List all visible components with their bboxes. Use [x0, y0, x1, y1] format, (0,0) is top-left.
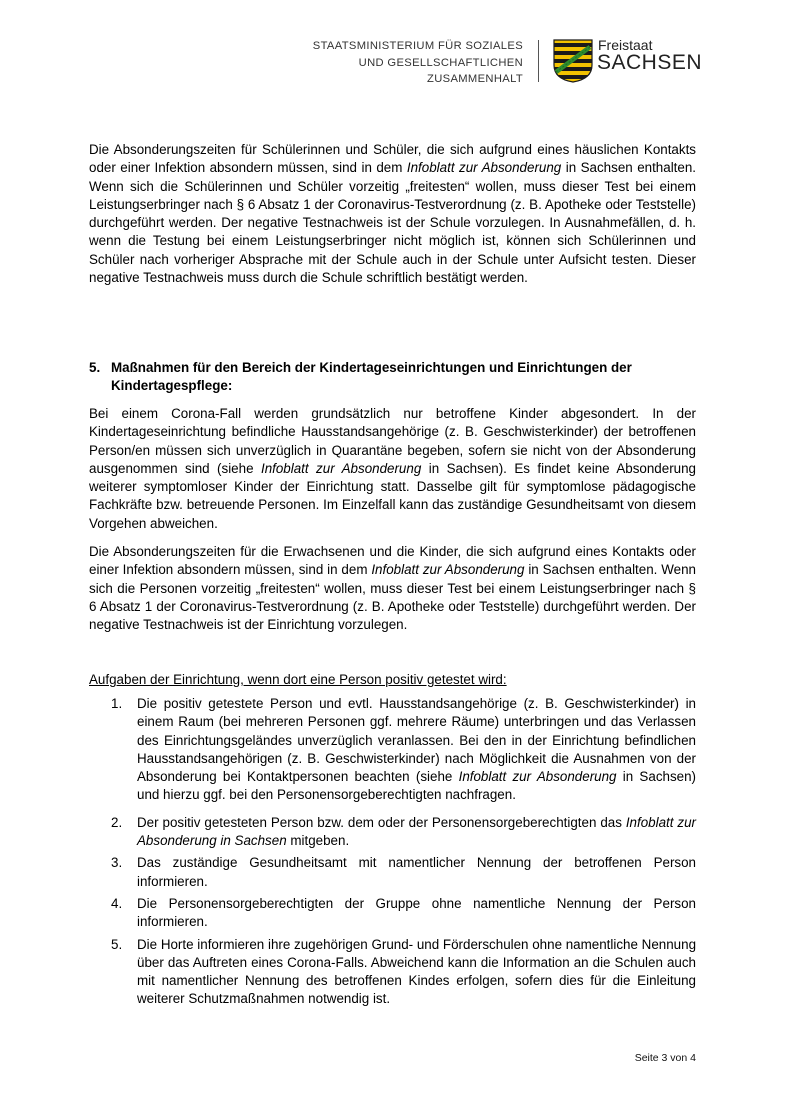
- section-5-body: [89, 405, 696, 635]
- page-number: Seite 3 von 4: [634, 1052, 696, 1064]
- header-divider: [538, 40, 539, 82]
- list-item: 3. Das zuständige Gesundheitsamt mit namentlicher Nennung der betroffenen Person informieren.: [111, 855, 696, 889]
- state-label-large: SACHSEN: [597, 51, 703, 74]
- state-label-small: Freistaat: [598, 37, 653, 53]
- section-number: 5.: [89, 360, 101, 375]
- section-5-heading: [89, 359, 696, 396]
- section-title: Maßnahmen für den Bereich der Kindertageseinrichtungen und Einrichtungen der Kindertagespflege:: [111, 360, 632, 394]
- saxony-coat-of-arms-icon: [553, 39, 593, 83]
- section-5-paragraph-1: Bei einem Corona-Fall werden grundsätzlich nur betroffene Kinder abgesondert. In der Kindertageseinrichtung befindliche Hausstandsangehörige (z. B. Geschwisterkinder) der betroffenen Person/en müssen sich unverzüglich in Quarantäne begeben, sofern sie nicht von der Absonderung ausgenommen sind (siehe Infoblatt zur Absonderung in Sachsen). Es findet keine Absonderung weiterer symptomloser Kinder der Einrichtung statt. Dasselbe gilt für symptomlose pädagogische Fachkräfte bzw. betreuende Personen. Im Einzelfall kann das zuständige Gesundheitsamt von diesem Vorgehen abweichen.: [89, 406, 697, 531]
- infoblatt-reference: Infoblatt zur Absonderung: [406, 160, 562, 176]
- list-item: 1. Die positiv getestete Person und evtl. Hausstandsangehörige (z. B. Geschwisterkinder) in einem Raum (bei mehreren Personen ggf. mehrere Räume) unterbringen und das Verlassen des Einrichtungsgeländes unverzüglich veranlassen. Bei den in der Einrichtung befindlichen Hausstandsangehörigen (z. B. Geschwisterkinder) nach Möglichkeit die Ausnahmen von der Absonderung bei Kontaktpersonen beachten (siehe Infoblatt zur Absonderung in Sachsen) und hierzu ggf. bei den Personensorgeberechtigten nachfragen.: [111, 696, 697, 803]
- infoblatt-reference: Infoblatt zur Absonderung: [458, 769, 617, 785]
- tasks-list: [89, 695, 696, 1009]
- ministry-line-3: ZUSAMMENHALT: [427, 73, 523, 85]
- list-item: 4. Die Personensorgeberechtigten der Gruppe ohne namentliche Nennung der Person informieren.: [111, 895, 696, 930]
- infoblatt-reference: Infoblatt zur Absonderung: [260, 460, 422, 476]
- list-item: 5. Die Horte informieren ihre zugehörigen Grund- und Förderschulen ohne namentliche Nennung über das Auftreten eines Corona-Falls. Abweichend kann die Information an die Schulen auch mit namentlicher Nennung des betroffenen Kindes erfolgen, sofern dies für die Einleitung weiterer Schutzmaßnahmen notwendig ist.: [111, 936, 697, 1007]
- section-5-paragraph-2: Die Absonderungszeiten für die Erwachsenen und die Kinder, die sich aufgrund eines Kontakts oder einer Infektion absondern müssen, sind in dem Infoblatt zur Absonderung in Sachsen enthalten. Wenn sich die Personen vorzeitig „freitesten“ wollen, muss dieser Test bei einem Leistungserbringer nach § 6 Absatz 1 der Coronavirus-Testverordnung (z. B. Apotheke oder Teststelle) durchgeführt werden. Der negative Testnachweis ist der Einrichtung vorzulegen.: [89, 544, 696, 633]
- intro-paragraph: Die Absonderungszeiten für Schülerinnen und Schüler, die sich aufgrund eines häuslichen Kontakts oder einer Infektion absondern müssen, sind in dem Infoblatt zur Absonderung in Sachsen enthalten. Wenn sich die Schülerinnen und Schüler vorzeitig „freitesten“ wollen, muss dieser Test bei einem Leistungserbringer nach § 6 Absatz 1 der Coronavirus-Testverordnung (z. B. Apotheke oder Teststelle) durchgeführt werden. Der negative Testnachweis ist der Schule vorzulegen. In Ausnahmefällen, d. h. wenn die Testung bei einem Leistungserbringer nicht möglich ist, können sich Schülerinnen und Schüler nach vorheriger Absprache mit der Schule auch in der Schule unter Aufsicht testen. Dieser negative Testnachweis muss durch die Schule schriftlich bestätigt werden.: [89, 142, 697, 286]
- ministry-name: [300, 38, 523, 88]
- ministry-line-2: UND GESELLSCHAFTLICHEN: [358, 56, 523, 69]
- ministry-line-1: STAATSMINISTERIUM FÜR SOZIALES: [312, 40, 523, 52]
- list-item: 2. Der positiv getesteten Person bzw. dem oder der Personensorgeberechtigten das Infoblatt zur Absonderung in Sachsen mitgeben.: [111, 814, 696, 849]
- intro-section: [89, 141, 696, 287]
- infoblatt-reference: Infoblatt zur Absonderung: [371, 562, 525, 578]
- infoblatt-reference: Infoblatt zur Absonderung in Sachsen: [137, 814, 696, 849]
- tasks-heading: Aufgaben der Einrichtung, wenn dort eine Person positiv getestet wird:: [89, 672, 507, 687]
